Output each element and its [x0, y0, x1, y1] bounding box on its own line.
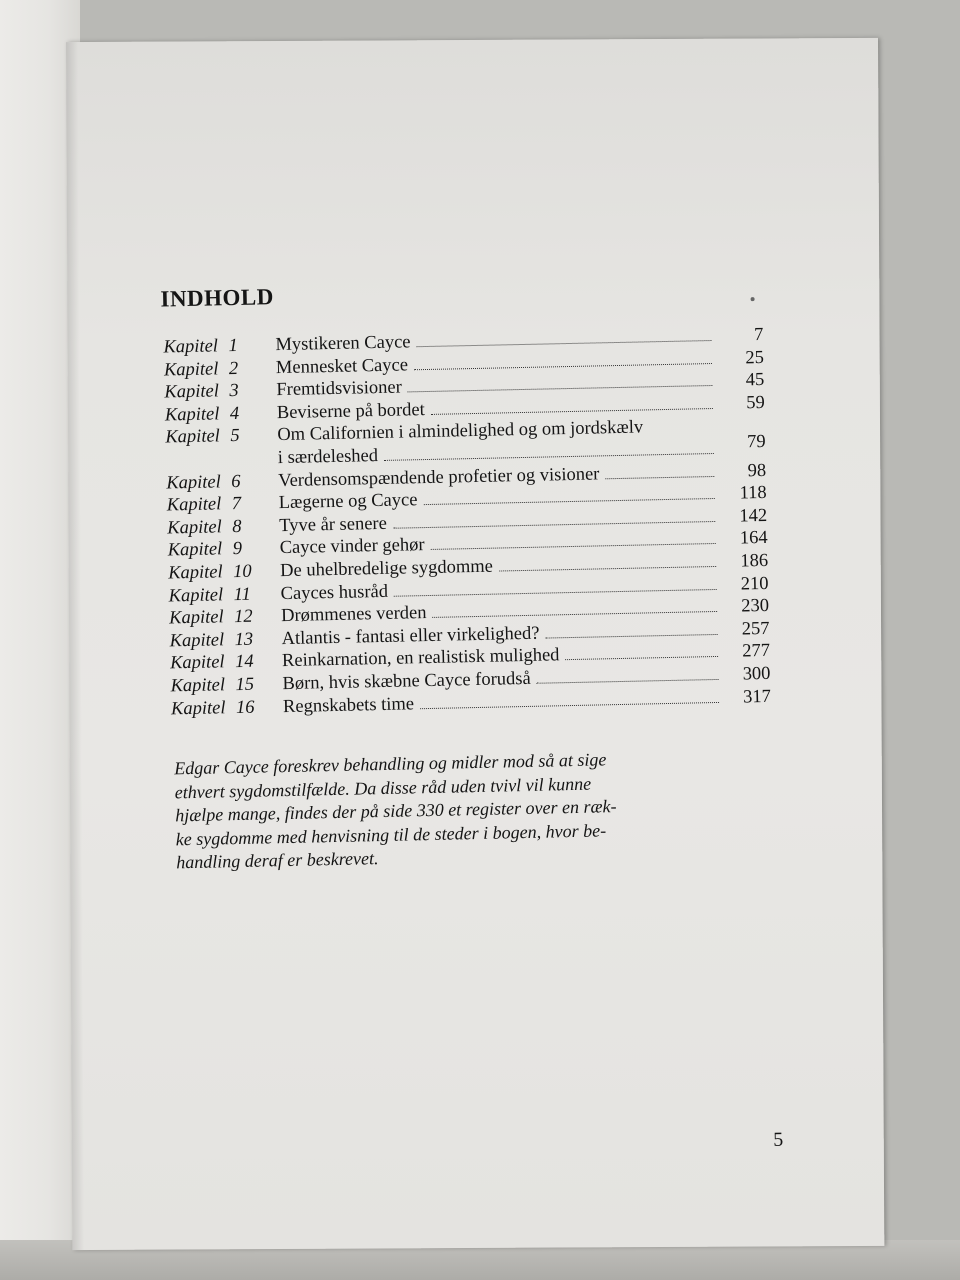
chapter-number: 15 — [235, 674, 255, 695]
book-page — [66, 38, 884, 1250]
table-of-contents — [163, 324, 771, 721]
dot-leader — [394, 588, 717, 597]
chapter-word: Kapitel — [168, 584, 224, 606]
chapter-number: 2 — [228, 358, 239, 379]
chapter-word: Kapitel — [168, 562, 223, 584]
chapter-number: 1 — [228, 335, 238, 357]
chapter-number: 3 — [229, 381, 239, 402]
page-number: 5 — [772, 1128, 784, 1151]
chapter-page: 98 — [747, 460, 767, 481]
chapter-title: Verdensomspændende profetier og visioner — [278, 463, 600, 491]
chapter-title: Mystikeren Cayce — [275, 332, 411, 356]
dot-leader — [431, 542, 716, 550]
chapter-word: Kapitel — [169, 652, 225, 674]
chapter-page: 59 — [746, 392, 765, 414]
chapter-title: Regnskabets time — [282, 693, 415, 717]
dot-leader — [393, 520, 715, 529]
dot-leader — [546, 633, 718, 639]
dot-leader — [566, 655, 719, 660]
note-line: Edgar Cayce foreskrev behandling og midler mod så at sige — [174, 749, 607, 779]
chapter-number: 13 — [234, 629, 254, 650]
dot-leader — [408, 384, 713, 392]
dot-leader — [424, 497, 715, 505]
chapter-page: 300 — [742, 663, 771, 685]
chapter-title-continued: i særdeleshed — [277, 446, 379, 469]
chapter-title: Drømmenes verden — [280, 603, 427, 627]
chapter-number: 12 — [233, 606, 253, 628]
chapter-number: 11 — [233, 584, 252, 605]
chapter-word-spacer — [166, 464, 231, 465]
chapter-title: Tyve år senere — [279, 513, 388, 536]
dot-leader — [420, 700, 719, 708]
chapter-page: 79 — [746, 431, 766, 453]
chapter-page: 25 — [745, 347, 765, 368]
chapter-number: 5 — [230, 426, 240, 447]
chapter-word: Kapitel — [168, 607, 224, 629]
chapter-number: 16 — [235, 697, 255, 718]
note-paragraph — [174, 746, 736, 875]
dot-leader — [499, 565, 716, 572]
chapter-page: 277 — [742, 641, 771, 662]
chapter-page: 210 — [740, 573, 769, 594]
chapter-word: Kapitel — [164, 381, 220, 403]
chapter-number: 8 — [232, 516, 242, 537]
dot-leader — [384, 452, 714, 461]
chapter-number: 6 — [231, 471, 241, 492]
chapter-page: 257 — [741, 618, 770, 640]
chapter-title: Mennesket Cayce — [275, 354, 409, 378]
dot-leader — [414, 362, 712, 370]
chapter-page: 230 — [741, 596, 770, 617]
chapter-word: Kapitel — [170, 675, 226, 697]
page-content — [62, 27, 899, 1252]
chapter-title: Cayce vinder gehør — [279, 535, 425, 559]
chapter-page: 164 — [739, 528, 768, 549]
chapter-word: Kapitel — [167, 517, 222, 539]
dot-leader — [605, 475, 714, 479]
chapter-number: 7 — [231, 494, 242, 515]
dot-leader — [417, 339, 712, 347]
chapter-page: 317 — [742, 686, 772, 707]
chapter-title: Reinkarnation, en realistisk mulighed — [281, 645, 560, 672]
chapter-number: 4 — [229, 403, 240, 424]
chapter-number: 14 — [234, 651, 254, 673]
dot-leader — [433, 610, 718, 618]
chapter-page: 186 — [740, 550, 769, 572]
chapter-word: Kapitel — [165, 426, 221, 448]
chapter-title: Fremtidsvisioner — [276, 377, 402, 401]
chapter-word: Kapitel — [166, 494, 222, 516]
chapter-page: 45 — [745, 370, 765, 391]
chapter-word: Kapitel — [163, 336, 219, 358]
dot-leader — [431, 407, 713, 415]
chapter-page: 118 — [739, 483, 767, 504]
chapter-title: Lægerne og Cayce — [278, 490, 418, 514]
chapter-title: Beviserne på bordet — [276, 399, 426, 423]
note-line: ethvert sygdomstilfælde. Da disse råd uden tvivl vil kunne — [174, 773, 592, 802]
chapter-word: Kapitel — [163, 358, 219, 381]
chapter-title: De uhelbredelige sygdomme — [279, 556, 494, 582]
paper-speck — [751, 297, 755, 301]
chapter-title: Om Californien i almindelighed og om jordskælv — [277, 417, 644, 446]
chapter-title: Atlantis - fantasi eller virkelighed? — [281, 623, 540, 649]
note-line: hjælpe mange, findes der på side 330 et register over en ræk- — [175, 796, 617, 826]
chapter-word: Kapitel — [167, 539, 223, 561]
chapter-number: 9 — [232, 539, 243, 560]
dot-leader — [537, 678, 719, 684]
chapter-word: Kapitel — [166, 471, 222, 494]
chapter-word: Kapitel — [164, 404, 220, 426]
chapter-word: Kapitel — [170, 697, 226, 719]
page-title: INDHOLD — [160, 284, 275, 312]
chapter-page: 142 — [739, 505, 768, 527]
chapter-title: Børn, hvis skæbne Cayce forudså — [282, 668, 531, 694]
chapter-page: 7 — [753, 324, 764, 346]
chapter-number: 10 — [232, 561, 252, 583]
chapter-number-spacer — [231, 463, 278, 464]
note-line: ke sygdomme med henvisning til de steder i bogen, hvor be- — [175, 819, 607, 849]
note-line: handling deraf er beskrevet. — [176, 848, 379, 873]
chapter-title: Cayces husråd — [280, 581, 389, 604]
chapter-word: Kapitel — [169, 630, 225, 652]
